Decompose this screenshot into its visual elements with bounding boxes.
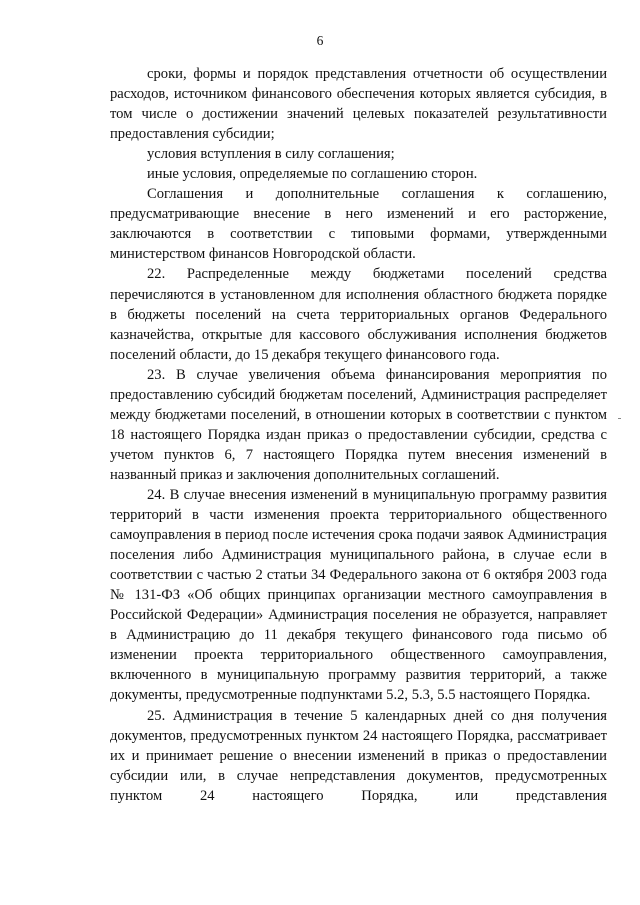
paragraph-item-22: 22. Распределенные между бюджетами поселений средства перечисляются в установленном для исполнения областного бюджета порядке в бюджеты поселений на счета территориальных органов Федерального казначейства, открытые для кассового обслуживания исполнения бюджетов поселений области, до 15 декабря текущего финансового года. — [110, 266, 607, 363]
scan-mark — [618, 418, 621, 419]
paragraph-reporting-terms: сроки, формы и порядок представления отчетности об осуществлении расходов, источником финансового обеспечения которых является субсидия, в том числе о достижении значений целевых показателей результативности предоставления субсидии; — [110, 66, 607, 143]
document-body — [110, 64, 607, 806]
paragraph-agreements: Соглашения и дополнительные соглашения к соглашению, предусматривающие внесение в него изменений и его расторжение, заключаются в соответствии с типовыми формами, утвержденными министерством финансов Новгородской области. — [110, 186, 607, 263]
paragraph-item-23: 23. В случае увеличения объема финансирования мероприятия по предоставлению субсидий бюджетам поселений, Администрация распределяет между бюджетами поселений, в отношении которых в соответствии с пунктом 18 настоящего Порядка издан приказ о предоставлении субсидии, средства с учетом пунктов 6, 7 настоящего Порядка путем внесения изменений в названный приказ и заключения дополнительных соглашений. — [110, 366, 607, 483]
paragraph-item-24: 24. В случае внесения изменений в муниципальную программу развития территорий в части изменения проекта территориального общественного самоуправления в период после истечения срока подачи заявок Администрация поселения либо Администрация муниципального района, в случае если в соответствии с частью 2 статьи 34 Федерального закона от 6 октября 2003 года № 131-ФЗ «Об общих принципах организации местного самоуправления в Российской Федерации» Администрация поселения не образуется, направляет в Администрацию до 11 декабря текущего финансового года письмо об изменении проекта территориального общественного самоуправления, включенного в муниципальную программу развития территорий, а также документы, предусмотренные подпунктами 5.2, 5.3, 5.5 настоящего Порядка. — [110, 486, 607, 704]
paragraph-entry-into-force: условия вступления в силу соглашения; — [147, 146, 395, 163]
page-number: 6 — [316, 33, 324, 48]
paragraph-other-terms: иные условия, определяемые по соглашению сторон. — [147, 166, 478, 183]
paragraph-item-25: 25. Администрация в течение 5 календарных дней со дня получения документов, предусмотренных пунктом 24 настоящего Порядка, рассматривает их и принимает решение о внесении изменений в приказ о предоставлении субсидии или, в случае непредставления документов, предусмотренных пунктом 24 настоящего Порядка, или представления — [110, 707, 607, 804]
